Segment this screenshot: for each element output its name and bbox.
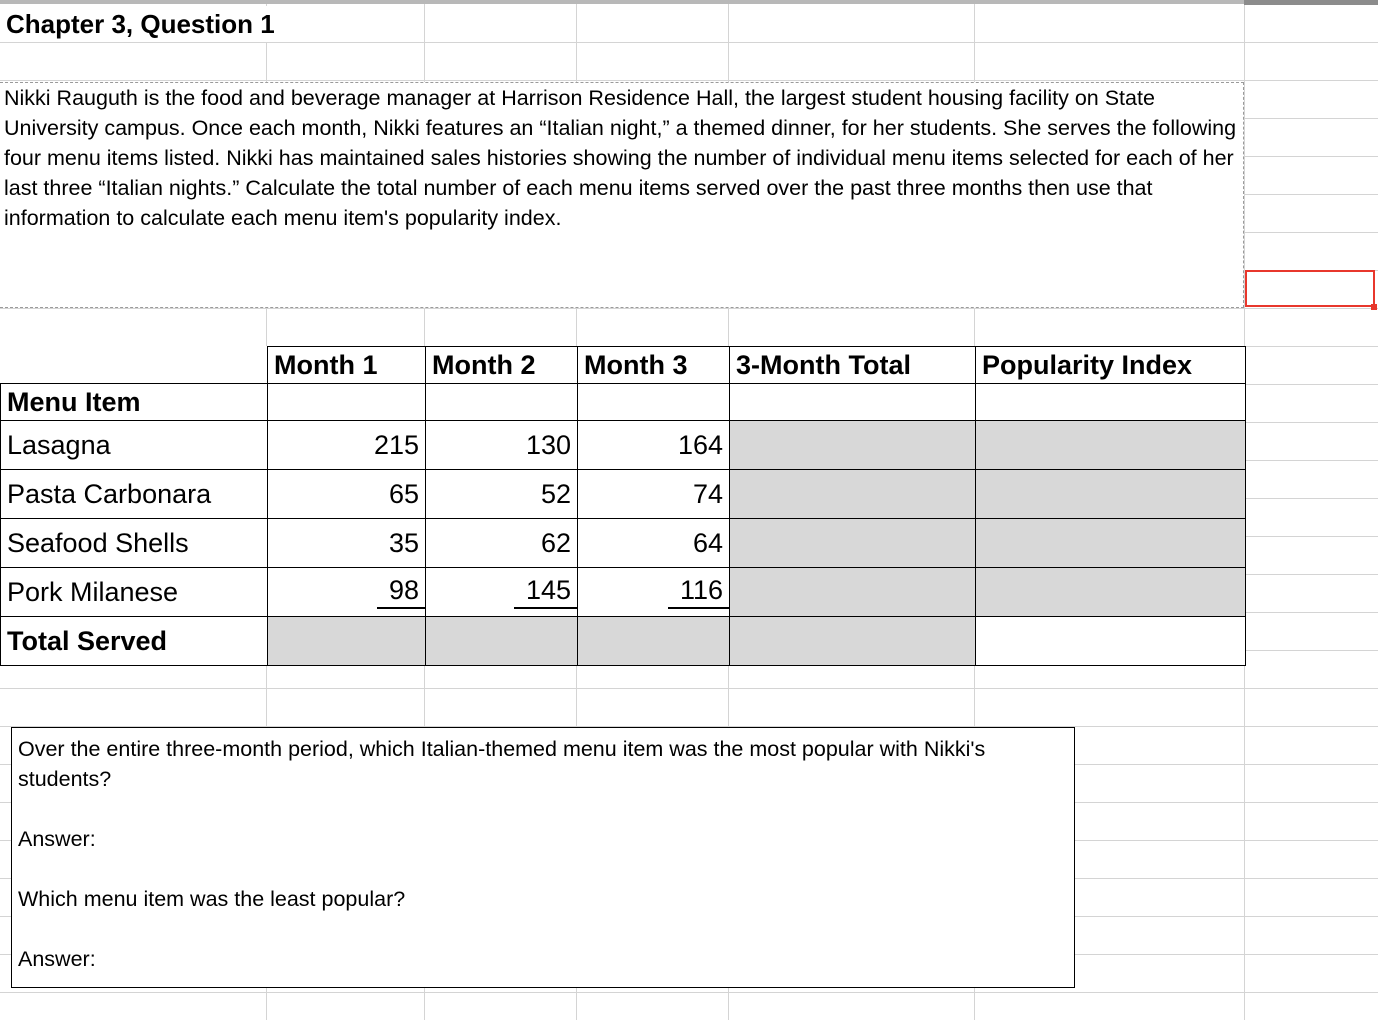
month-1-cell[interactable]: [268, 568, 426, 617]
menu-item-name[interactable]: Pork Milanese: [1, 568, 268, 617]
page-title: Chapter 3, Question 1: [6, 6, 279, 42]
month-2-value[interactable]: 52: [426, 470, 578, 519]
total-month-3-input[interactable]: [578, 617, 730, 666]
sheet-top-border: [0, 0, 1378, 4]
table-row: [1, 421, 1246, 470]
header-3-month-total[interactable]: 3-Month Total: [730, 347, 976, 384]
month-3-value[interactable]: 74: [578, 470, 730, 519]
total-input-cell[interactable]: [730, 421, 976, 470]
question-box[interactable]: [11, 727, 1075, 988]
total-input-cell[interactable]: [730, 470, 976, 519]
answer-label-2: Answer:: [18, 947, 96, 971]
month-1-value[interactable]: 35: [268, 519, 426, 568]
empty-cell[interactable]: [976, 384, 1246, 421]
menu-item-header[interactable]: Menu Item: [1, 384, 268, 421]
month-3-value[interactable]: 64: [578, 519, 730, 568]
total-served-label[interactable]: Total Served: [1, 617, 268, 666]
empty-cell[interactable]: [268, 384, 426, 421]
fill-handle[interactable]: [1371, 304, 1377, 310]
month-1-value[interactable]: 215: [268, 421, 426, 470]
answer-label-1: Answer:: [18, 827, 96, 851]
header-month-1[interactable]: Month 1: [268, 347, 426, 384]
header-popularity-index[interactable]: Popularity Index: [976, 347, 1246, 384]
month-2-value[interactable]: 62: [426, 519, 578, 568]
table-row: [1, 519, 1246, 568]
menu-sales-table: [0, 346, 1246, 666]
grand-total-input[interactable]: [730, 617, 976, 666]
menu-item-name[interactable]: Seafood Shells: [1, 519, 268, 568]
problem-description[interactable]: Nikki Rauguth is the food and beverage manager at Harrison Residence Hall, the largest student housing facility on State University campus. Once each month, Nikki features an “Italian night,” a themed dinner, for her students. She serves the following four menu items listed. Nikki has maintained sales histories showing the number of individual menu items selected for each of her last three “Italian nights.” Calculate the total number of each menu items served over the past three months then use that information to calculate each menu item's popularity index.: [0, 82, 1244, 308]
empty-cell[interactable]: [976, 617, 1246, 666]
menu-item-name[interactable]: Lasagna: [1, 421, 268, 470]
table-row: [1, 568, 1246, 617]
month-3-value[interactable]: 164: [578, 421, 730, 470]
header-month-3[interactable]: Month 3: [578, 347, 730, 384]
table-label-row: [1, 384, 1246, 421]
month-2-cell[interactable]: [426, 568, 578, 617]
popularity-input-cell[interactable]: [976, 421, 1246, 470]
table-row: [1, 470, 1246, 519]
header-corner-cell[interactable]: [1, 347, 268, 384]
empty-cell[interactable]: [426, 384, 578, 421]
month-3-cell[interactable]: [578, 568, 730, 617]
menu-item-name[interactable]: Pasta Carbonara: [1, 470, 268, 519]
popularity-input-cell[interactable]: [976, 568, 1246, 617]
question-most-popular: Over the entire three-month period, which Italian-themed menu item was the most popular with Nikki's students?: [18, 737, 986, 791]
question-least-popular: Which menu item was the least popular?: [18, 887, 406, 911]
month-2-value[interactable]: 130: [426, 421, 578, 470]
empty-cell[interactable]: [578, 384, 730, 421]
total-row: [1, 617, 1246, 666]
column-header-segment: [1244, 0, 1378, 5]
header-month-2[interactable]: Month 2: [426, 347, 578, 384]
popularity-input-cell[interactable]: [976, 470, 1246, 519]
total-month-1-input[interactable]: [268, 617, 426, 666]
total-month-2-input[interactable]: [426, 617, 578, 666]
total-input-cell[interactable]: [730, 568, 976, 617]
total-input-cell[interactable]: [730, 519, 976, 568]
empty-cell[interactable]: [730, 384, 976, 421]
month-2-value: 145: [514, 575, 577, 609]
selected-cell[interactable]: [1245, 270, 1375, 307]
month-1-value[interactable]: 65: [268, 470, 426, 519]
table-header-row: [1, 347, 1246, 384]
popularity-input-cell[interactable]: [976, 519, 1246, 568]
month-1-value: 98: [377, 575, 425, 609]
month-3-value: 116: [668, 575, 729, 609]
